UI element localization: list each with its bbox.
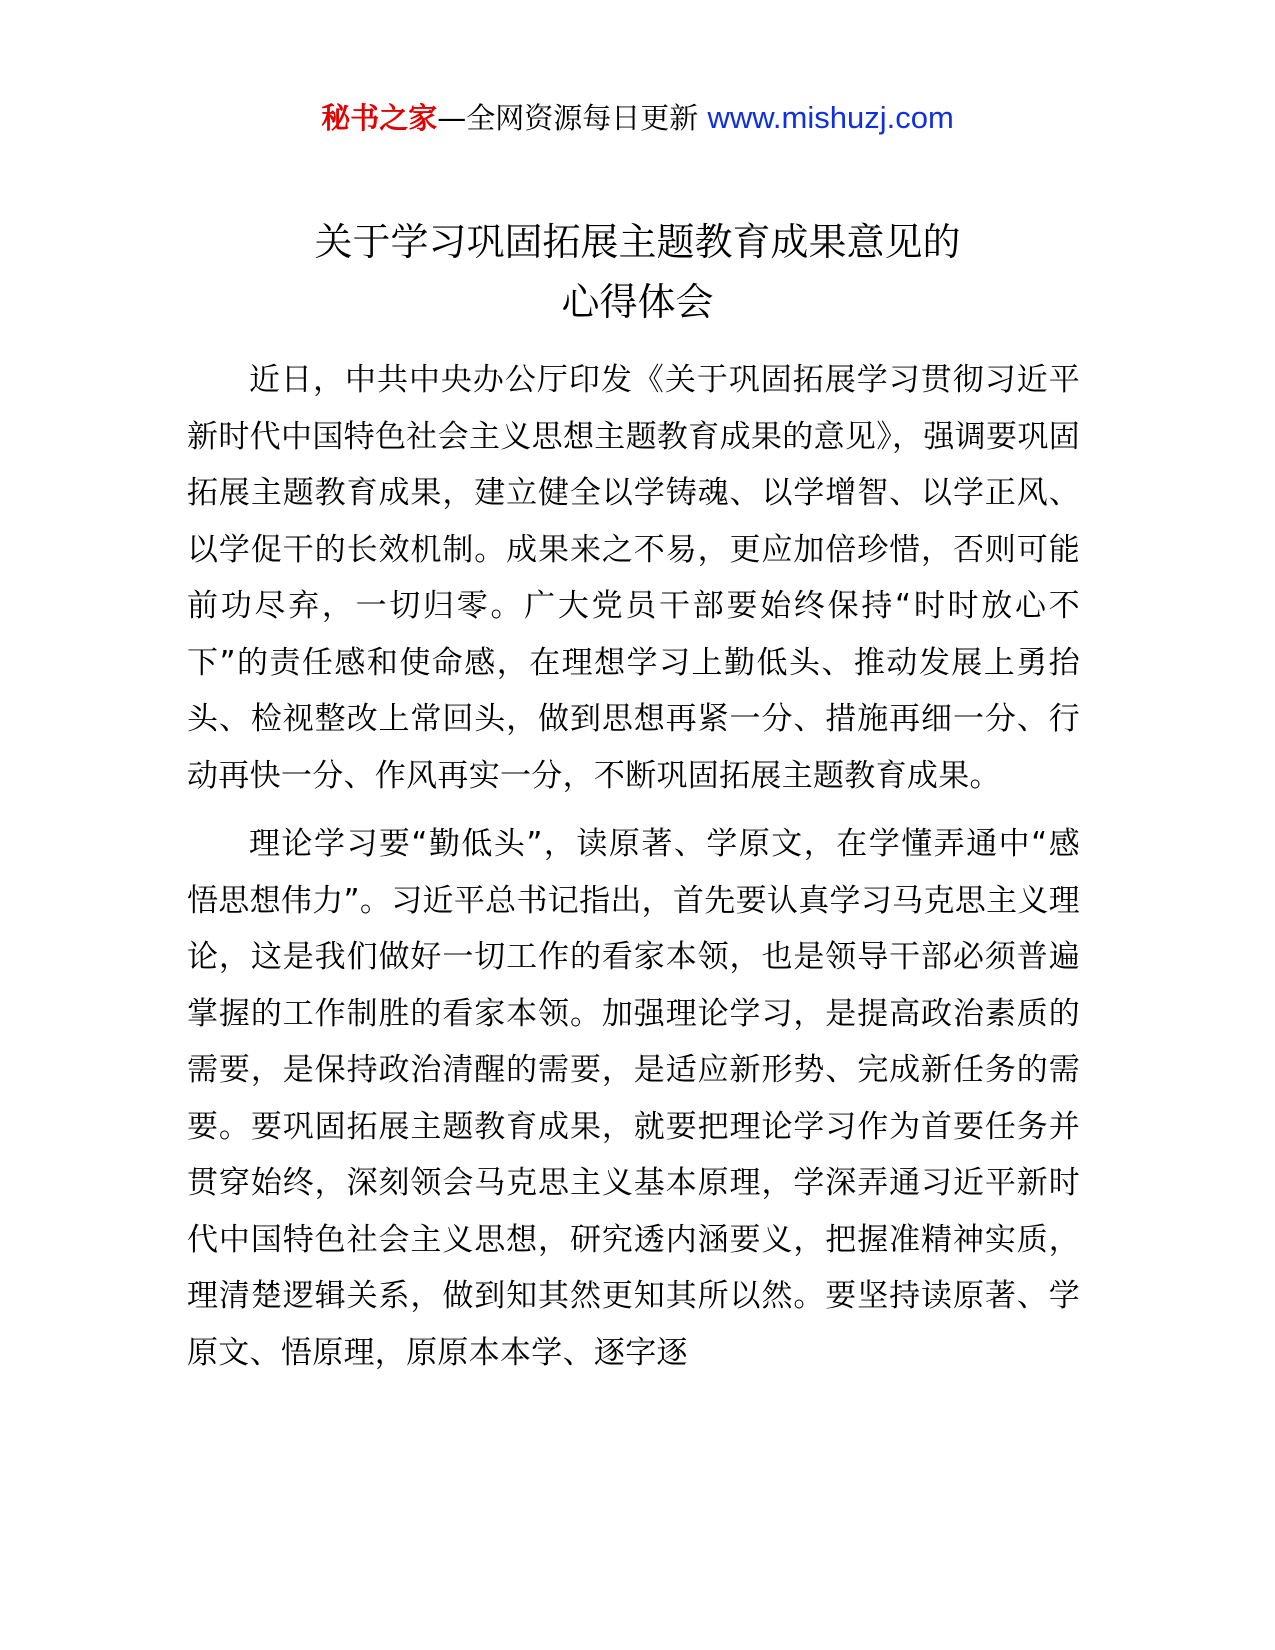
document-title: [0, 212, 1275, 332]
document-body: [187, 352, 1080, 1381]
site-tagline: —全网资源每日更新: [437, 101, 699, 135]
site-brand: 秘书之家: [321, 101, 438, 135]
title-line-2: 心得体会: [561, 280, 714, 324]
site-url-link[interactable]: www.mishuzj.com: [707, 100, 954, 135]
paragraph-1: 近日，中共中央办公厅印发《关于巩固拓展学习贯彻习近平新时代中国特色社会主义思想主题教育成果的意见》，强调要巩固拓展主题教育成果，建立健全以学铸魂、以学增智、以学正风、以学促干的长效机制。成果来之不易，更应加倍珍惜，否则可能前功尽弃，一切归零。广大党员干部要始终保持“时时放心不下”的责任感和使命感，在理想学习上勤低头、推动发展上勇抬头、检视整改上常回头，做到思想再紧一分、措施再细一分、行动再快一分、作风再实一分，不断巩固拓展主题教育成果。: [187, 362, 1080, 794]
site-header: [0, 98, 1275, 138]
paragraph-2: 理论学习要“勤低头”，读原著、学原文，在学懂弄通中“感悟思想伟力”。习近平总书记指出，首先要认真学习马克思主义理论，这是我们做好一切工作的看家本领，也是领导干部必须普遍掌握的工作制胜的看家本领。加强理论学习，是提高政治素质的需要，是保持政治清醒的需要，是适应新形势、完成新任务的需要。要巩固拓展主题教育成果，就要把理论学习作为首要任务并贯穿始终，深刻领会马克思主义基本原理，学深弄通习近平新时代中国特色社会主义思想，研究透内涵要义，把握准精神实质，理清楚逻辑关系，做到知其然更知其所以然。要坚持读原著、学原文、悟原理，原原本本学、逐字逐: [187, 826, 1080, 1371]
title-line-1: 关于学习巩固拓展主题教育成果意见的: [314, 220, 961, 264]
